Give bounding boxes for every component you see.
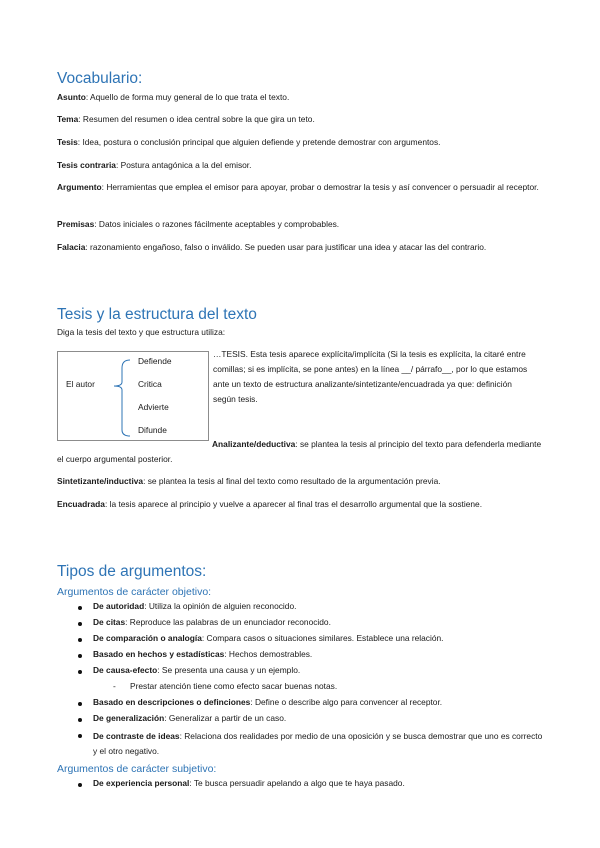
list-item [93, 601, 296, 611]
argument-definition: : Utiliza la opinión de alguien reconocido. [144, 601, 297, 611]
argument-term: Basado en hechos y estadísticas [93, 649, 225, 659]
list-item [93, 633, 444, 643]
list-item [93, 697, 442, 707]
vocab-term: Premisas [57, 219, 95, 229]
argument-definition: : Define o describe algo para convencer al receptor. [250, 697, 443, 707]
list-item [93, 713, 286, 723]
tesis-instruction: Diga la tesis del texto y que estructura utiliza: [57, 327, 226, 337]
diagram-branch: Critica [138, 379, 162, 389]
list-item [93, 649, 312, 659]
bullet-icon [78, 718, 82, 722]
bullet-icon [78, 638, 82, 642]
tipos-heading: Tipos de argumentos: [57, 563, 207, 580]
vocab-item-tesis-contraria [57, 158, 547, 173]
author-diagram [57, 351, 209, 441]
list-item [93, 778, 405, 788]
list-item [93, 665, 300, 675]
vocab-definition: : Aquello de forma muy general de lo que trata el texto. [85, 92, 290, 102]
vocab-term: Tesis contraria [57, 160, 116, 170]
argument-definition: : Te busca persuadir apelando a algo que te haya pasado. [189, 778, 405, 788]
objetivo-heading: Argumentos de carácter objetivo: [57, 586, 212, 598]
argument-term: De autoridad [93, 601, 145, 611]
argument-term: De generalización [93, 713, 165, 723]
list-item [93, 729, 543, 759]
structure-term: Encuadrada [57, 499, 105, 509]
bullet-icon [78, 734, 82, 738]
structure-encuadrada [57, 497, 547, 512]
vocab-term: Tesis [57, 137, 78, 147]
vocab-definition: : Idea, postura o conclusión principal que alguien defiende y pretende demostrar con argumentos. [77, 137, 441, 147]
list-item [93, 617, 331, 627]
vocab-definition: : Datos iniciales o razones fácilmente aceptables y comprobables. [94, 219, 340, 229]
vocabulary-heading: Vocabulario: [57, 70, 143, 87]
argument-term: De comparación o analogía [93, 633, 202, 643]
argument-term: De experiencia personal [93, 778, 190, 788]
vocab-item-tema [57, 112, 547, 127]
argument-definition: : Reproduce las palabras de un enunciador reconocido. [125, 617, 331, 627]
argument-term: Basado en descripciones o definciones [93, 697, 251, 707]
vocab-term: Argumento [57, 182, 102, 192]
dash-icon: - [113, 681, 116, 691]
structure-term: Analizante/deductiva [212, 439, 296, 449]
structure-definition: : se plantea la tesis al final del texto como resultado de la argumentación previa. [143, 476, 441, 486]
vocab-definition: : Resumen del resumen o idea central sobre la que gira un teto. [78, 114, 315, 124]
bullet-icon [78, 670, 82, 674]
bullet-icon [78, 622, 82, 626]
structure-definition: : se plantea la tesis al principio del texto para defenderla mediante el cuerpo argumental posterior. [57, 439, 542, 464]
vocab-item-asunto [57, 90, 547, 105]
diagram-branch: Advierte [138, 402, 169, 412]
argument-definition: : Hechos demostrables. [224, 649, 313, 659]
vocab-item-falacia [57, 240, 547, 255]
tesis-template-text: …TESIS. Esta tesis aparece explícita/implícita (Si la tesis es explícita, la citaré entre comillas; si es implícita, se pone antes) en la línea __/ párrafo__, por lo que estamos ante un texto de estructura analizante/sintetizante/encuadrada ya que: definición según tesis. [213, 349, 528, 404]
argument-term: De citas [93, 617, 126, 627]
argument-definition: : Generalizar a partir de un caso. [164, 713, 287, 723]
structure-sintetizante [57, 474, 547, 489]
vocab-item-argumento [57, 180, 547, 195]
vocab-definition: : razonamiento engañoso, falso o inválido. Se pueden usar para justificar una idea y atacar las del contrario. [85, 242, 487, 252]
vocab-item-premisas [57, 217, 547, 232]
bullet-icon [78, 783, 82, 787]
argument-definition: : Compara casos o situaciones similares. Establece una relación. [201, 633, 444, 643]
structure-term: Sintetizante/inductiva [57, 476, 144, 486]
diagram-branch: Difunde [138, 425, 167, 435]
structure-analizante [57, 437, 547, 467]
vocab-item-tesis [57, 135, 547, 150]
argument-definition: : Relaciona dos realidades por medio de una oposición y se busca demostrar que uno es correcto y el otro negativo. [93, 731, 543, 756]
tesis-heading: Tesis y la estructura del texto [57, 306, 257, 323]
diagram-root: El autor [66, 379, 95, 389]
sub-list-item: Prestar atención tiene como efecto sacar buenas notas. [130, 681, 338, 691]
vocab-term: Tema [57, 114, 79, 124]
bullet-icon [78, 606, 82, 610]
vocab-term: Falacia [57, 242, 86, 252]
argument-term: De causa-efecto [93, 665, 158, 675]
argument-definition: : Se presenta una causa y un ejemplo. [157, 665, 301, 675]
structure-definition: : la tesis aparece al principio y vuelve a aparecer al final tras el desarrollo argumental que la sostiene. [104, 499, 483, 509]
vocab-definition: : Herramientas que emplea el emisor para apoyar, probar o demostrar la tesis y así convencer o persuadir al receptor. [101, 182, 539, 192]
vocab-term: Asunto [57, 92, 86, 102]
argument-term: De contraste de ideas [93, 731, 180, 741]
subjetivo-heading: Argumentos de carácter subjetivo: [57, 763, 217, 775]
brace-icon [58, 352, 208, 440]
bullet-icon [78, 654, 82, 658]
bullet-icon [78, 702, 82, 706]
vocab-definition: : Postura antagónica a la del emisor. [115, 160, 252, 170]
diagram-branch: Defiende [138, 356, 172, 366]
